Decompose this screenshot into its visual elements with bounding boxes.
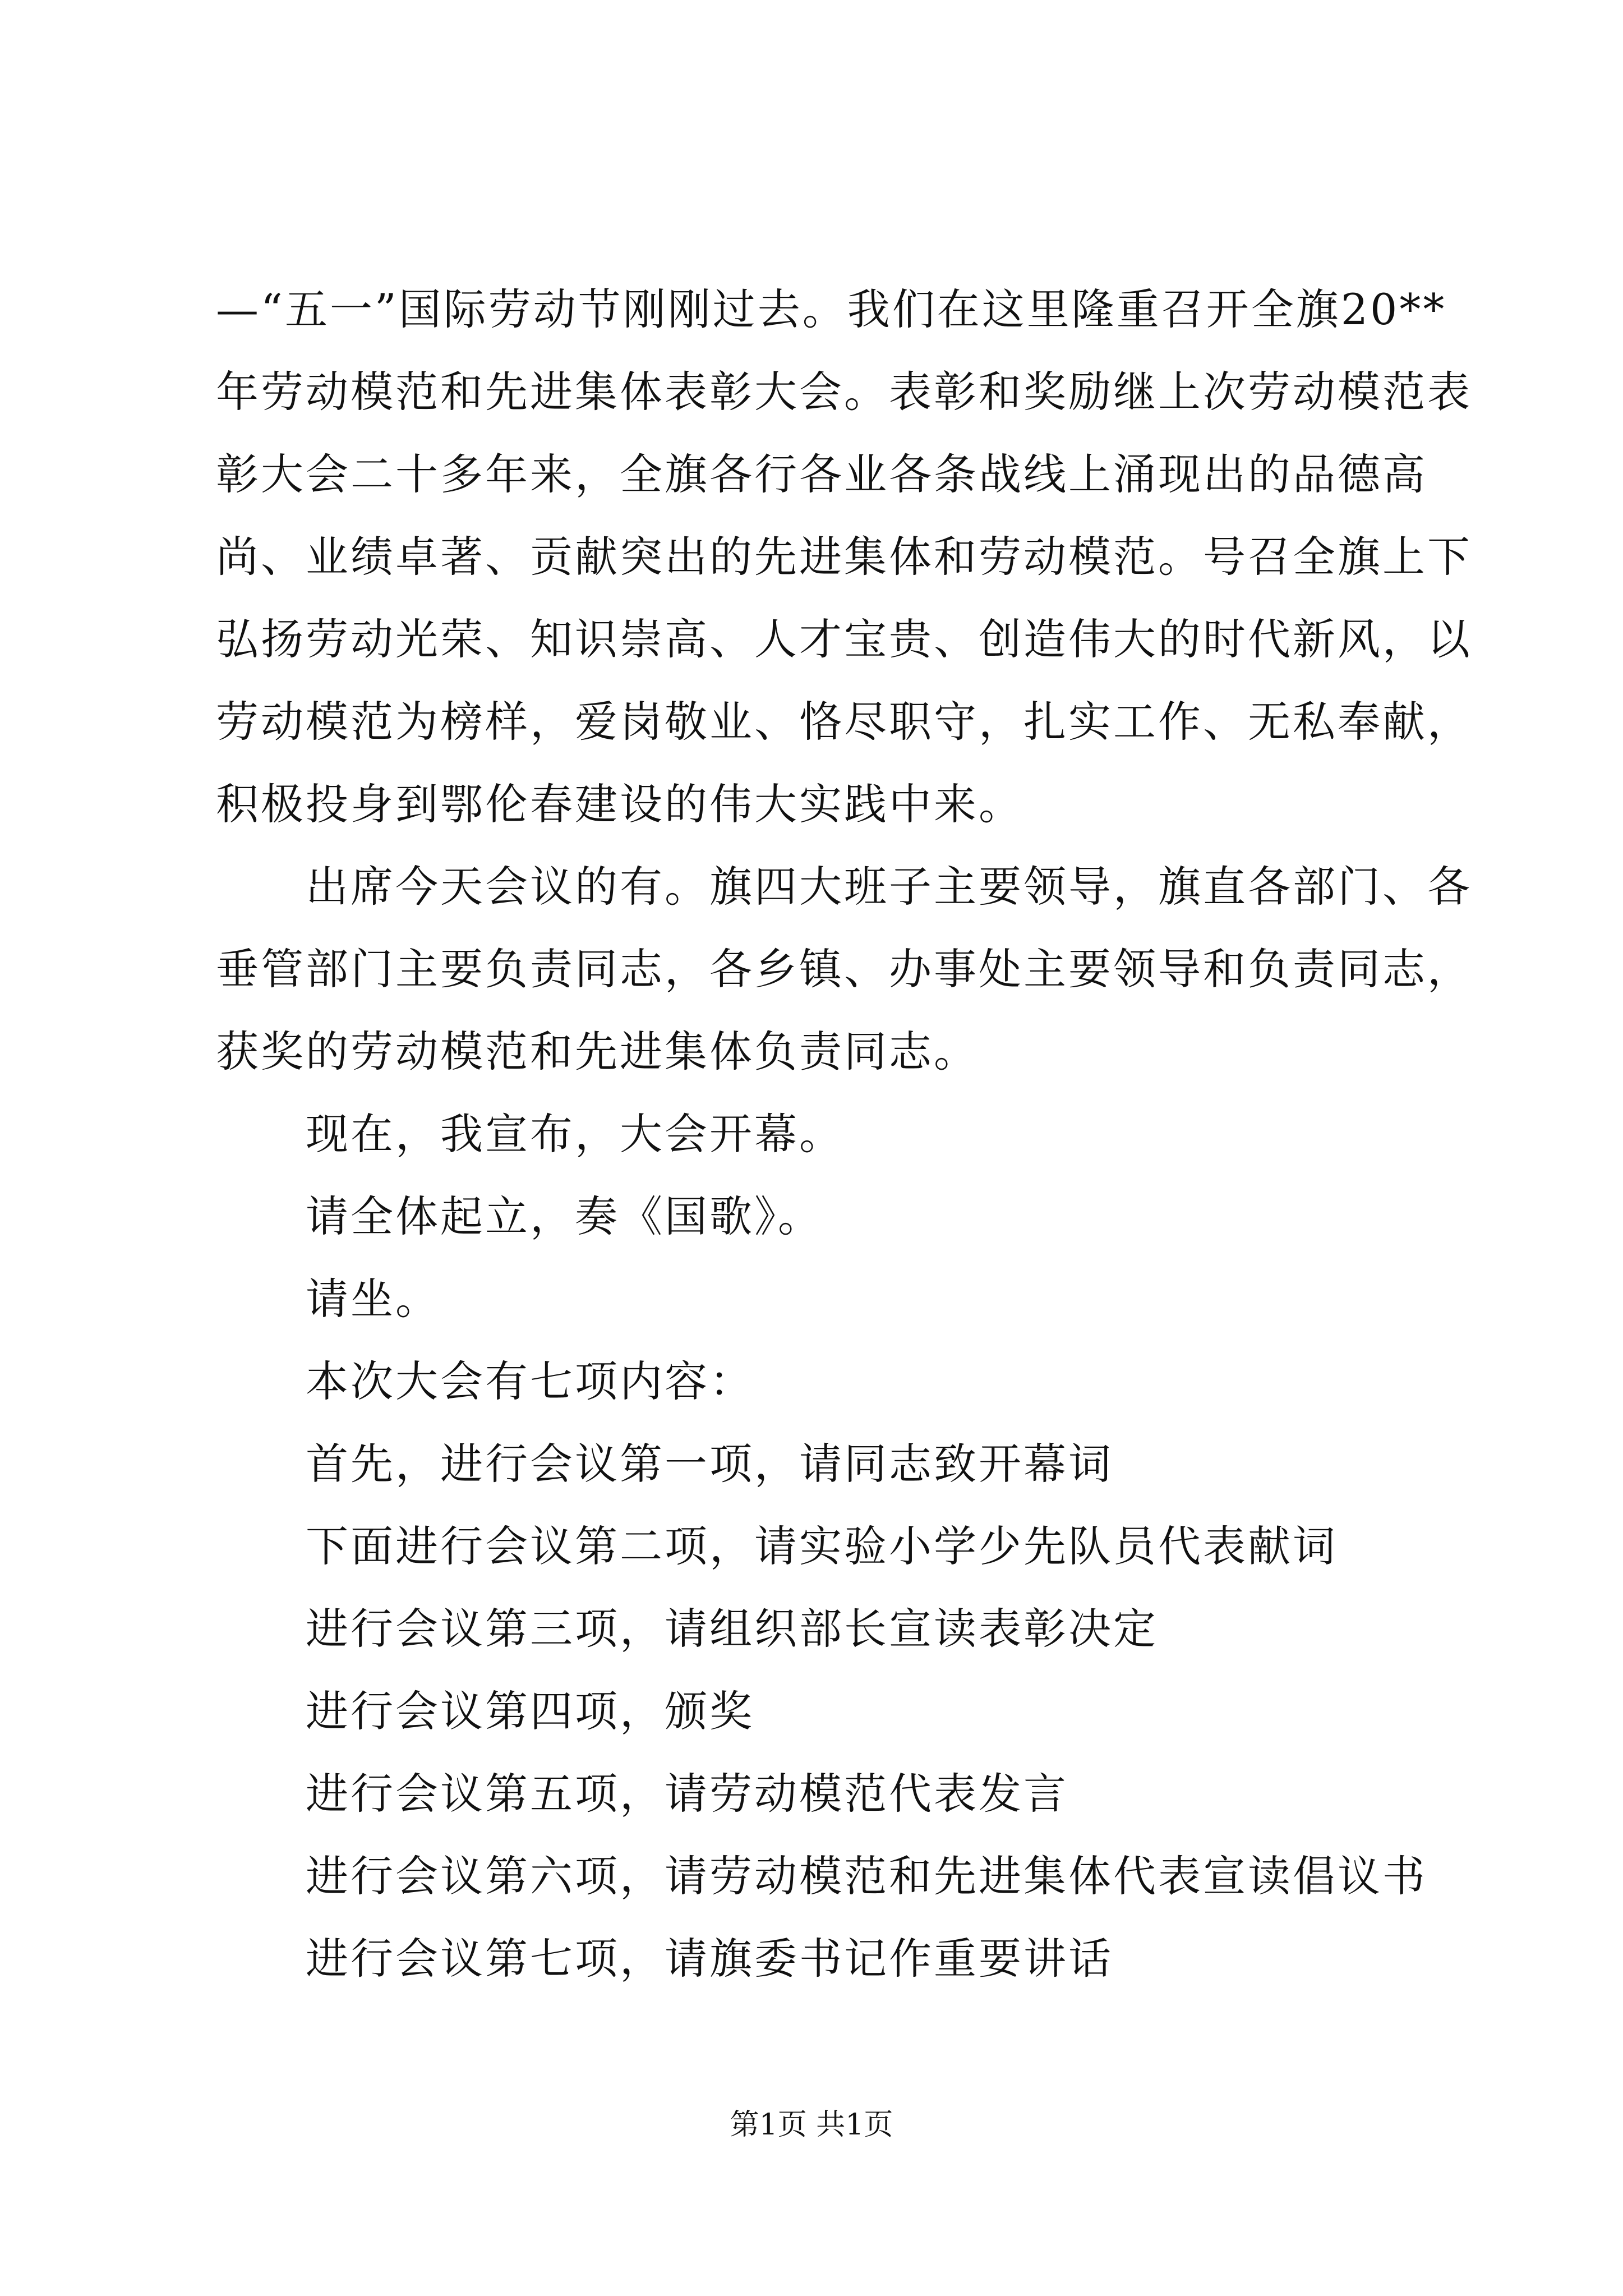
intro-paragraph: —“五一”国际劳动节刚刚过去。我们在这里隆重召开全旗20**年劳动模范和先进集体表彰大会。表彰和奖励继上次劳动模范表彰大会二十多年来，全旗各行各业各条战线上涌现出的品德高尚、业绩卓著、贡献突出的先进集体和劳动模范。号召全旗上下弘扬劳动光荣、知识崇高、人才宝贵、创造伟大的时代新风，以劳动模范为榜样，爱岗敬业、恪尽职守，扎实工作、无私奉献，积极投身到鄂伦春建设的伟大实践中来。 [216, 284, 1472, 829]
agenda-line: 进行会议第六项，请劳动模范和先进集体代表宣读倡议书 [306, 1851, 1427, 1901]
agenda-line: 本次大会有七项内容： [306, 1356, 754, 1406]
page-number-footer: 第1页 共1页 [730, 2108, 893, 2142]
agenda-line: 下面进行会议第二项，请实验小学少先队员代表献词 [306, 1521, 1338, 1571]
agenda-line: 现在，我宣布，大会开幕。 [306, 1109, 844, 1159]
agenda-line: 进行会议第四项，颁奖 [306, 1686, 754, 1736]
agenda-line: 进行会议第七项，请旗委书记作重要讲话 [306, 1934, 1113, 1984]
attendees-paragraph: 出席今天会议的有。旗四大班子主要领导，旗直各部门、各垂管部门主要负责同志，各乡镇、办事处主要领导和负责同志，获奖的劳动模范和先进集体负责同志。 [216, 862, 1472, 1076]
agenda-line: 进行会议第五项，请劳动模范代表发言 [306, 1769, 1068, 1819]
agenda-line: 请全体起立，奏《国歌》。 [306, 1191, 823, 1241]
agenda-line: 请坐。 [306, 1274, 440, 1324]
agenda-line: 进行会议第三项，请组织部长宣读表彰决定 [306, 1604, 1158, 1654]
agenda-line: 首先，进行会议第一项，请同志致开幕词 [306, 1439, 1113, 1489]
document-body [216, 268, 1472, 2000]
